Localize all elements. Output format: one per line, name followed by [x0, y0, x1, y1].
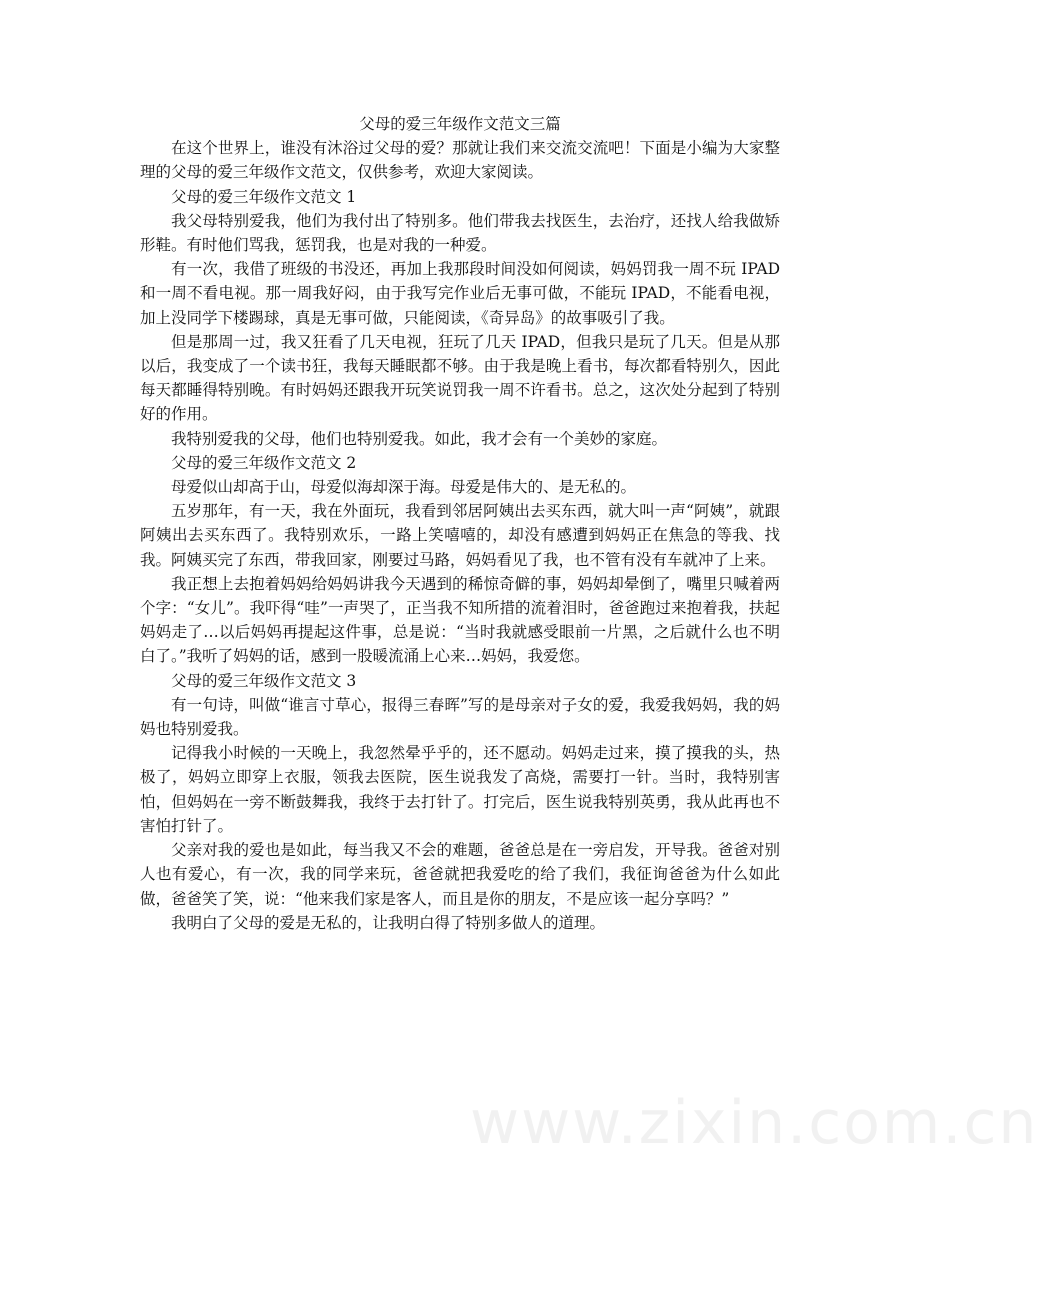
- essay-section-1: [140, 185, 780, 451]
- paragraph: 父亲对我的爱也是如此，每当我又不会的难题，爸爸总是在一旁启发，开导我。爸爸对别人也有爱心，有一次，我的同学来玩，爸爸就把我爱吃的给了我们，我征询爸爸为什么如此做，爸爸笑了笑，说：“他来我们家是客人，而且是你的朋友，不是应该一起分享吗？”: [140, 841, 780, 908]
- paragraph: 母爱似山却高于山，母爱似海却深于海。母爱是伟大的、是无私的。: [171, 478, 637, 497]
- paragraph: 记得我小时候的一天晚上，我忽然晕乎乎的，还不愿动。妈妈走过来，摸了摸我的头，热极了，妈妈立即穿上衣服，领我去医院，医生说我发了高烧，需要打一针。当时，我特别害怕，但妈妈在一旁不断鼓舞我，我终于去打针了。打完后，医生说我特别英勇，我从此再也不害怕打针了。: [140, 744, 780, 835]
- paragraph: 有一句诗，叫做“谁言寸草心，报得三春晖”写的是母亲对子女的爱，我爱我妈妈，我的妈妈也特别爱我。: [140, 695, 780, 739]
- paragraph: 我父母特别爱我，他们为我付出了特别多。他们带我去找医生，去治疗，还找人给我做矫形鞋。有时他们骂我，惩罚我，也是对我的一种爱。: [140, 211, 780, 255]
- section-heading: 父母的爱三年级作文范文 2: [171, 453, 357, 472]
- intro-paragraph: 在这个世界上，谁没有沐浴过父母的爱？那就让我们来交流交流吧！下面是小编为大家整理的父母的爱三年级作文范文，仅供参考，欢迎大家阅读。: [140, 139, 780, 182]
- paragraph: 但是那周一过，我又狂看了几天电视，狂玩了几天 IPAD，但我只是玩了几天。但是从那以后，我变成了一个读书狂，我每天睡眠都不够。由于我是晚上看书，每次都看特别久，因此每天都睡得特别晚。有时妈妈还跟我开玩笑说罚我一周不许看书。总之，这次处分起到了特别好的作用。: [140, 332, 780, 424]
- paragraph: 我特别爱我的父母，他们也特别爱我。如此，我才会有一个美妙的家庭。: [171, 429, 668, 448]
- paragraph: 我正想上去抱着妈妈给妈妈讲我今天遇到的稀惊奇僻的事，妈妈却晕倒了，嘴里只喊着两个字：“女儿”。我吓得“哇”一声哭了，正当我不知所措的流着泪时，爸爸跑过来抱着我，扶起妈妈走了…以后妈妈再提起这件事，总是说：“当时我就感受眼前一片黑，之后就什么也不明白了。”我听了妈妈的话，感到一股暖流涌上心来…妈妈，我爱您。: [140, 574, 780, 666]
- section-heading: 父母的爱三年级作文范文 3: [171, 671, 357, 690]
- document-title: 父母的爱三年级作文范文三篇: [359, 115, 561, 133]
- paragraph: 有一次，我借了班级的书没还，再加上我那段时间没如何阅读，妈妈罚我一周不玩 IPAD 和一周不看电视。那一周我好闷，由于我写完作业后无事可做，不能玩 IPAD，不能看电视，加上没同学下楼踢球，真是无事可做，只能阅读，《奇异岛》的故事吸引了我。: [140, 260, 780, 327]
- document-body: [140, 112, 780, 935]
- paragraph: 我明白了父母的爱是无私的，让我明白得了特别多做人的道理。: [171, 913, 606, 932]
- essay-section-2: [140, 451, 780, 669]
- watermark: www.zixin.com.cn: [470, 1088, 1038, 1158]
- essay-section-3: [140, 669, 780, 935]
- paragraph: 五岁那年，有一天，我在外面玩，我看到邻居阿姨出去买东西，就大叫一声“阿姨”，就跟阿姨出去买东西了。我特别欢乐，一路上笑嘻嘻的，却没有感遭到妈妈正在焦急的等我、找我。阿姨买完了东西，带我回家，刚要过马路，妈妈看见了我，也不管有没有车就冲了上来。: [140, 502, 780, 569]
- section-heading: 父母的爱三年级作文范文 1: [171, 187, 357, 206]
